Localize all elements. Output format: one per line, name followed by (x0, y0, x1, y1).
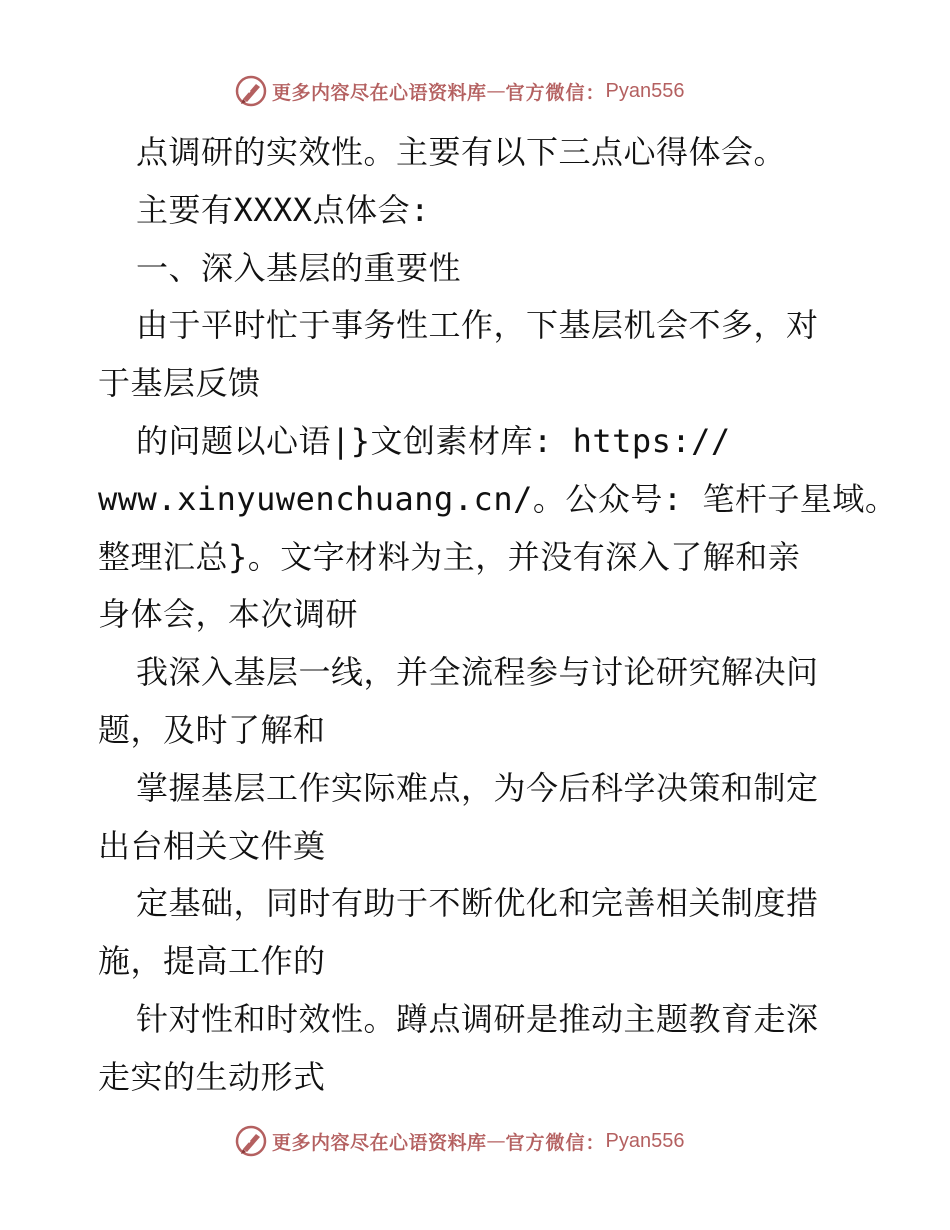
body-line: 出台相关文件奠 (98, 826, 326, 865)
header-banner-id: Pyan556 (605, 79, 685, 102)
header-banner-text: 更多内容尽在心语资料库 (272, 81, 487, 104)
body-line: www.xinyuwenchuang.cn/。公众号: 笔杆子星域。 (98, 479, 898, 518)
section-heading: 一、深入基层的重要性 (136, 248, 462, 287)
body-line: 点调研的实效性。主要有以下三点心得体会。 (136, 133, 787, 171)
body-line: 定基础，同时有助于不断优化和完善相关制度措 (136, 884, 819, 923)
body-line: 身体会，本次调研 (98, 595, 359, 634)
body-line: 走实的生动形式 (98, 1057, 326, 1096)
body-line: 主要有XXXX点体会: (136, 190, 430, 229)
document-body (98, 124, 898, 1107)
body-line: 的问题以心语|}文创素材库: https:// (136, 421, 731, 460)
footer-banner (234, 1124, 685, 1158)
body-line: 我深入基层一线，并全流程参与讨论研究解决问 (136, 653, 819, 692)
body-line: 题，及时了解和 (98, 710, 326, 749)
body-line: 针对性和时效性。蹲点调研是推动主题教育走深 (136, 999, 819, 1038)
footer-banner-suffix: 官方微信： (505, 1131, 606, 1154)
body-line: 掌握基层工作实际难点，为今后科学决策和制定 (136, 768, 819, 807)
body-line: 由于平时忙于事务性工作，下基层机会不多，对 (136, 306, 819, 345)
header-banner-dash: — (486, 80, 506, 102)
body-line: 施，提高工作的 (98, 942, 326, 981)
header-banner-suffix: 官方微信： (505, 81, 606, 104)
body-line: 整理汇总}。文字材料为主，并没有深入了解和亲 (98, 537, 801, 576)
footer-banner-id: Pyan556 (605, 1129, 685, 1152)
header-banner (234, 74, 685, 108)
footer-banner-text: 更多内容尽在心语资料库 (272, 1131, 487, 1154)
footer-banner-dash: — (486, 1130, 506, 1152)
pen-logo-icon (234, 1124, 268, 1158)
body-line: 于基层反馈 (98, 364, 261, 403)
pen-logo-icon (234, 74, 268, 108)
